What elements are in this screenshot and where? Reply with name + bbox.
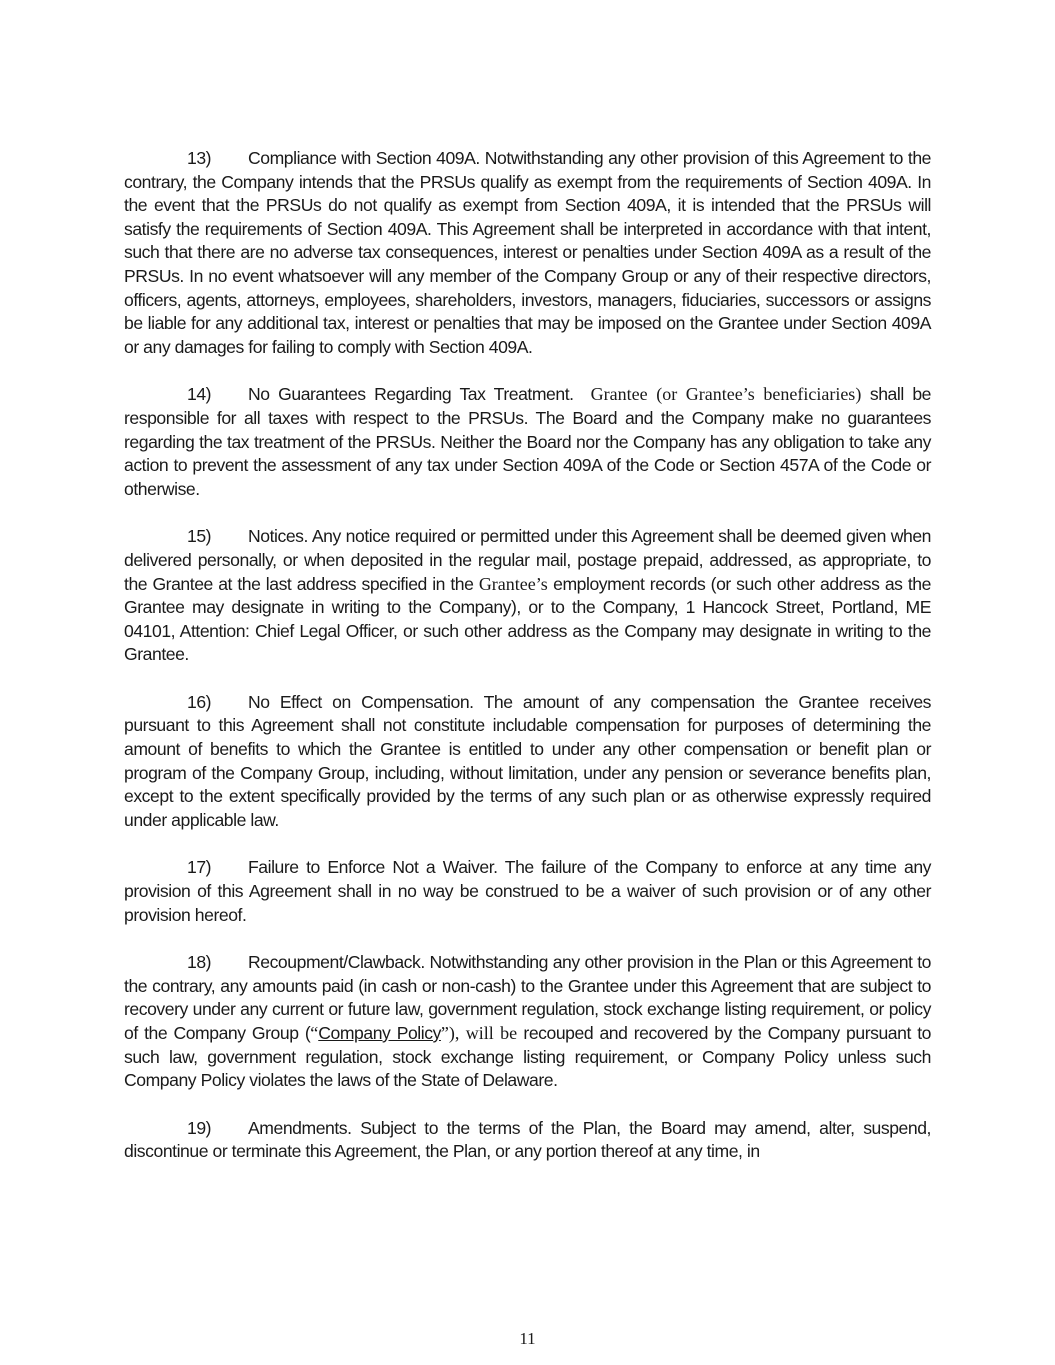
section-19 [124, 1117, 931, 1164]
section-number: 15) [187, 526, 212, 547]
section-heading: Compliance with Section 409A. [248, 148, 480, 168]
defined-term: Company Policy [318, 1023, 441, 1043]
page-number: 11 [519, 1329, 536, 1348]
section-text: The amount of any compensation the Grantee receives pursuant to this Agreement shall not constitute includable compensation for purposes of determining the amount of benefits to which the Grantee is entitled to under any other compensation or benefit plan or program of the Company Group, including, without limitation, under any pension or severance benefits plan, except to the extent specifically provided by the terms of any such plan or as otherwise expressly required under applicable law. [124, 691, 931, 830]
section-text: The failure of the Company to enforce at any time any provision of this Agreement shall in no way be construed to be a waiver of such provision or of any other provision hereof. [124, 857, 932, 925]
section-heading: Failure to Enforce Not a Waiver. [248, 857, 498, 878]
section-text: Notwithstanding any other provision of this Agreement to the contrary, the Company intends that the PRSUs qualify as exempt from the requirements of Section 409A. In the event that the PRSUs do not qualify as exempt from Section 409A, it is intended that the PRSUs will satisfy the requirements of Section 409A. This Agreement shall be interpreted in accordance with that intent, such that there are no adverse tax consequences, interest or penalties under Section 409A as a result of the PRSUs. In no event whatsoever will any member of the Company Group or any of their respective directors, officers, agents, attorneys, employees, shareholders, investors, managers, fiduciaries, successors or assigns be liable for any additional tax, interest or penalties that may be imposed on the Grantee under Section 409A or any damages for failing to comply with Section 409A. [124, 148, 931, 357]
section-number: 19) [187, 1117, 212, 1138]
section-text: Notwithstanding any other provision in the Plan or this Agreement to the contrary, any amounts paid (in cash or non-cash) to the Grantee under this Agreement that are subject to recovery under any current or future law, government regulation, stock exchange listing requirement, or policy of the Company Group ( [124, 952, 931, 1043]
section-18 [124, 951, 931, 1093]
section-text-serif: Grantee’s [478, 573, 548, 594]
section-14 [124, 383, 931, 501]
section-number: 18) [187, 952, 212, 973]
section-heading: Notices. [248, 526, 308, 547]
section-heading: Amendments. [248, 1117, 352, 1138]
section-text: Subject to the terms of the Plan, the Board may amend, alter, suspend, discontinue or terminate this Agreement, the Plan, or any portion thereof at any time, in [124, 1117, 931, 1162]
section-15 [124, 525, 931, 667]
section-text: employment records (or such other address as the Grantee may designate in writing to the Company), or to the Company, 1 Hancock Street, Portland, ME 04101, Attention: Chief Legal Officer, or such other address as the Company may designate in writing to the Grantee. [124, 573, 931, 665]
section-text: Any notice required or permitted under this Agreement shall be deemed given when delivered personally, or when deposited in the regular mail, postage prepaid, addressed, as appropriate, to the Grantee at the last address specified in the [124, 526, 931, 594]
open-quote: “ [310, 1023, 319, 1043]
section-16 [124, 691, 931, 833]
section-13 [124, 147, 931, 359]
section-number: 16) [187, 691, 212, 712]
section-text-serif: Grantee (or Grantee’s beneficiaries) [590, 384, 862, 405]
section-text: shall be responsible for all taxes with respect to the PRSUs. The Board and the Company make no guarantees regarding the tax treatment of the PRSUs. Neither the Board nor the Company has any obligation to take any action to prevent the assessment of any tax under Section 409A of the Code or Section 457A of the Code or otherwise. [124, 384, 931, 499]
close-quote: ”), will be [440, 1023, 518, 1043]
section-heading: No Guarantees Regarding Tax Treatment. [248, 384, 574, 405]
section-heading: Recoupment/Clawback. [248, 952, 425, 973]
section-number: 14) [187, 384, 212, 405]
section-number: 17) [187, 857, 212, 878]
section-heading: No Effect on Compensation. [248, 691, 474, 712]
section-number: 13) [187, 148, 212, 168]
section-17 [124, 856, 931, 927]
document-body [124, 147, 931, 1188]
section-text: recouped and recovered by the Company pursuant to such law, government regulation, stock exchange listing requirement, or Company Policy unless such Company Policy violates the laws of the State of Delaware. [124, 1023, 931, 1091]
